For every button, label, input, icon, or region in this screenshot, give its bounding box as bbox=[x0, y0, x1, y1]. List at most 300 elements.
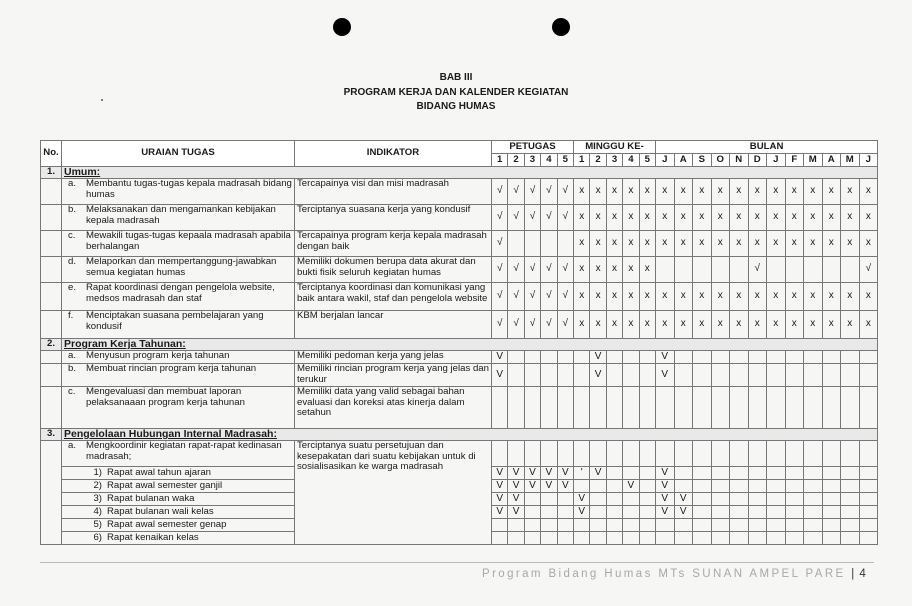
mark-cell: x bbox=[590, 257, 606, 283]
mark-cell bbox=[674, 519, 693, 532]
mark-cell bbox=[639, 493, 655, 506]
task-letter: f. bbox=[68, 310, 74, 321]
mark-cell bbox=[541, 493, 557, 506]
mark-cell bbox=[639, 467, 655, 480]
no-cell bbox=[41, 311, 62, 339]
mark-cell bbox=[711, 351, 730, 364]
task-item bbox=[64, 205, 292, 226]
mark-cell bbox=[748, 441, 767, 467]
mark-cell bbox=[508, 532, 524, 545]
no-cell bbox=[41, 387, 62, 429]
mark-cell bbox=[639, 387, 655, 429]
mark-cell bbox=[524, 532, 540, 545]
mark-cell bbox=[541, 364, 557, 387]
mark-cell bbox=[524, 493, 540, 506]
header-minggu-num: 3 bbox=[606, 154, 622, 167]
task-cell bbox=[62, 179, 295, 205]
task-cell bbox=[62, 364, 295, 387]
mark-cell bbox=[590, 532, 606, 545]
mark-cell: x bbox=[574, 179, 590, 205]
table-row bbox=[41, 351, 878, 364]
mark-cell: x bbox=[785, 179, 804, 205]
mark-cell: x bbox=[623, 257, 639, 283]
mark-cell bbox=[822, 387, 841, 429]
mark-cell: V bbox=[674, 493, 693, 506]
header-petugas-num: 1 bbox=[492, 154, 508, 167]
indicator-cell: Terciptanya suatu persetujuan dan kesepakatan dari suatu kebijakan untuk di sosialisasikan ke warga madrasah bbox=[295, 441, 492, 545]
mark-cell bbox=[639, 351, 655, 364]
mark-cell bbox=[748, 387, 767, 429]
section-title: Umum: bbox=[62, 167, 878, 179]
mark-cell: x bbox=[841, 205, 860, 231]
task-item bbox=[64, 441, 292, 462]
mark-cell bbox=[693, 441, 712, 467]
mark-cell: x bbox=[590, 311, 606, 339]
mark-cell bbox=[574, 364, 590, 387]
mark-cell bbox=[541, 351, 557, 364]
sub-item bbox=[80, 493, 294, 505]
mark-cell: x bbox=[656, 231, 675, 257]
mark-cell bbox=[730, 506, 749, 519]
mark-cell bbox=[730, 532, 749, 545]
mark-cell: √ bbox=[492, 179, 508, 205]
mark-cell bbox=[557, 387, 573, 429]
mark-cell: √ bbox=[541, 179, 557, 205]
mark-cell bbox=[804, 519, 823, 532]
mark-cell: V bbox=[492, 351, 508, 364]
mark-cell: x bbox=[748, 179, 767, 205]
indicator-cell: Memiliki pedoman kerja yang jelas bbox=[295, 351, 492, 364]
mark-cell bbox=[693, 257, 712, 283]
section-title: Pengelolaan Hubungan Internal Madrasah: bbox=[62, 429, 878, 441]
mark-cell: V bbox=[492, 506, 508, 519]
mark-cell: V bbox=[508, 467, 524, 480]
mark-cell bbox=[748, 467, 767, 480]
mark-cell bbox=[748, 519, 767, 532]
mark-cell bbox=[822, 257, 841, 283]
mark-cell bbox=[822, 532, 841, 545]
header-month: J bbox=[767, 154, 786, 167]
sub-number: 6) bbox=[93, 532, 102, 543]
mark-cell bbox=[674, 387, 693, 429]
mark-cell bbox=[841, 532, 860, 545]
mark-cell bbox=[785, 351, 804, 364]
mark-cell: x bbox=[623, 179, 639, 205]
mark-cell: x bbox=[693, 283, 712, 311]
indicator-cell: KBM berjalan lancar bbox=[295, 311, 492, 339]
mark-cell bbox=[711, 532, 730, 545]
header-uraian: URAIAN TUGAS bbox=[62, 141, 295, 167]
table-row bbox=[41, 441, 878, 467]
mark-cell: x bbox=[623, 283, 639, 311]
mark-cell: V bbox=[590, 364, 606, 387]
header-minggu-num: 4 bbox=[623, 154, 639, 167]
mark-cell bbox=[623, 506, 639, 519]
mark-cell bbox=[822, 364, 841, 387]
mark-cell bbox=[656, 257, 675, 283]
mark-cell bbox=[524, 387, 540, 429]
mark-cell: √ bbox=[524, 257, 540, 283]
task-text: Melaksanakan dan mengamankan kebijakan kepala madrasah bbox=[86, 204, 276, 226]
mark-cell bbox=[606, 441, 622, 467]
mark-cell: x bbox=[656, 205, 675, 231]
mark-cell bbox=[639, 532, 655, 545]
mark-cell: V bbox=[674, 506, 693, 519]
task-item bbox=[64, 364, 292, 375]
mark-cell bbox=[748, 493, 767, 506]
mark-cell bbox=[574, 351, 590, 364]
mark-cell bbox=[693, 364, 712, 387]
mark-cell: x bbox=[574, 283, 590, 311]
mark-cell bbox=[785, 467, 804, 480]
mark-cell bbox=[767, 467, 786, 480]
mark-cell: x bbox=[748, 205, 767, 231]
mark-cell: x bbox=[822, 179, 841, 205]
task-cell bbox=[62, 231, 295, 257]
mark-cell bbox=[767, 519, 786, 532]
no-cell bbox=[41, 351, 62, 364]
mark-cell: x bbox=[639, 231, 655, 257]
mark-cell bbox=[841, 467, 860, 480]
sub-item bbox=[80, 506, 294, 518]
task-letter: c. bbox=[68, 230, 76, 241]
section-number: 2. bbox=[41, 339, 62, 351]
no-cell bbox=[41, 283, 62, 311]
mark-cell bbox=[767, 493, 786, 506]
mark-cell bbox=[841, 364, 860, 387]
mark-cell: √ bbox=[508, 283, 524, 311]
no-cell bbox=[41, 441, 62, 545]
mark-cell: x bbox=[859, 179, 878, 205]
mark-cell bbox=[639, 519, 655, 532]
mark-cell bbox=[557, 351, 573, 364]
header-petugas: PETUGAS bbox=[492, 141, 574, 154]
footer-text: Program Bidang Humas MTs SUNAN AMPEL PARE bbox=[482, 568, 846, 580]
mark-cell bbox=[557, 532, 573, 545]
sub-label: Rapat bulanan wali kelas bbox=[107, 506, 214, 517]
mark-cell: V bbox=[656, 493, 675, 506]
mark-cell: x bbox=[693, 311, 712, 339]
mark-cell: √ bbox=[748, 257, 767, 283]
mark-cell bbox=[730, 480, 749, 493]
header-month: J bbox=[859, 154, 878, 167]
mark-cell bbox=[508, 387, 524, 429]
mark-cell bbox=[693, 467, 712, 480]
mark-cell bbox=[711, 506, 730, 519]
mark-cell bbox=[841, 257, 860, 283]
header-month: S bbox=[693, 154, 712, 167]
header-minggu-num: 5 bbox=[639, 154, 655, 167]
mark-cell bbox=[606, 351, 622, 364]
section-number: 1. bbox=[41, 167, 62, 179]
task-item bbox=[64, 351, 292, 362]
section-row bbox=[41, 167, 878, 179]
page-title: PROGRAM KERJA DAN KALENDER KEGIATAN bbox=[343, 87, 569, 98]
header-month: M bbox=[841, 154, 860, 167]
mark-cell: √ bbox=[508, 257, 524, 283]
mark-cell bbox=[674, 257, 693, 283]
sub-label: Rapat kenaikan kelas bbox=[107, 532, 199, 543]
mark-cell bbox=[822, 351, 841, 364]
mark-cell bbox=[693, 532, 712, 545]
mark-cell: √ bbox=[492, 257, 508, 283]
mark-cell bbox=[606, 493, 622, 506]
mark-cell bbox=[623, 467, 639, 480]
mark-cell: V bbox=[656, 467, 675, 480]
mark-cell bbox=[730, 257, 749, 283]
mark-cell bbox=[785, 532, 804, 545]
mark-cell: x bbox=[785, 311, 804, 339]
mark-cell bbox=[606, 532, 622, 545]
mark-cell bbox=[693, 493, 712, 506]
mark-cell bbox=[748, 532, 767, 545]
header-minggu-num: 1 bbox=[574, 154, 590, 167]
mark-cell: x bbox=[606, 231, 622, 257]
mark-cell: x bbox=[574, 257, 590, 283]
mark-cell bbox=[730, 467, 749, 480]
mark-cell bbox=[822, 467, 841, 480]
header-minggu-num: 2 bbox=[590, 154, 606, 167]
mark-cell bbox=[859, 387, 878, 429]
task-item bbox=[64, 231, 292, 252]
mark-cell: x bbox=[841, 231, 860, 257]
mark-cell: V bbox=[557, 467, 573, 480]
mark-cell: V bbox=[574, 493, 590, 506]
indicator-cell: Memiliki data yang valid sebagai bahan evaluasi dan koreksi atas kinerja dalam setahun bbox=[295, 387, 492, 429]
mark-cell bbox=[606, 467, 622, 480]
task-letter: d. bbox=[68, 256, 77, 267]
sub-item bbox=[80, 532, 294, 544]
mark-cell bbox=[748, 364, 767, 387]
task-cell bbox=[62, 205, 295, 231]
mark-cell: x bbox=[748, 283, 767, 311]
footer-rule bbox=[40, 562, 874, 563]
mark-cell: √ bbox=[859, 257, 878, 283]
mark-cell: x bbox=[730, 205, 749, 231]
mark-cell bbox=[524, 351, 540, 364]
mark-cell bbox=[785, 364, 804, 387]
mark-cell bbox=[730, 351, 749, 364]
header-month: A bbox=[674, 154, 693, 167]
mark-cell: V bbox=[574, 506, 590, 519]
mark-cell: √ bbox=[524, 311, 540, 339]
mark-cell bbox=[508, 364, 524, 387]
mark-cell bbox=[804, 506, 823, 519]
punch-hole-left bbox=[333, 18, 351, 36]
mark-cell bbox=[541, 519, 557, 532]
mark-cell bbox=[674, 532, 693, 545]
mark-cell bbox=[767, 532, 786, 545]
page-subtitle: BIDANG HUMAS bbox=[416, 101, 496, 112]
mark-cell: x bbox=[606, 179, 622, 205]
mark-cell bbox=[785, 441, 804, 467]
sub-label: Rapat awal semester genap bbox=[107, 519, 227, 530]
mark-cell bbox=[541, 506, 557, 519]
no-cell bbox=[41, 179, 62, 205]
task-cell bbox=[62, 387, 295, 429]
chapter-label: BAB III bbox=[439, 72, 473, 83]
indicator-cell: Memiliki dokumen berupa data akurat dan bukti fisik seluruh kegiatan humas bbox=[295, 257, 492, 283]
mark-cell bbox=[804, 467, 823, 480]
mark-cell: x bbox=[574, 205, 590, 231]
mark-cell bbox=[730, 519, 749, 532]
mark-cell bbox=[557, 364, 573, 387]
mark-cell: x bbox=[730, 179, 749, 205]
mark-cell bbox=[767, 506, 786, 519]
indicator-cell: Tercapainya visi dan misi madrasah bbox=[295, 179, 492, 205]
mark-cell bbox=[693, 387, 712, 429]
table-row bbox=[41, 387, 878, 429]
mark-cell: x bbox=[693, 205, 712, 231]
mark-cell bbox=[767, 364, 786, 387]
page-number: | 4 bbox=[851, 568, 867, 580]
mark-cell: x bbox=[639, 257, 655, 283]
task-text: Membantu tugas-tugas kepala madrasah bidang humas bbox=[86, 178, 292, 200]
mark-cell: x bbox=[822, 311, 841, 339]
mark-cell bbox=[785, 480, 804, 493]
mark-cell bbox=[590, 387, 606, 429]
mark-cell bbox=[804, 351, 823, 364]
table-row bbox=[41, 231, 878, 257]
mark-cell: V bbox=[492, 493, 508, 506]
mark-cell: ' bbox=[574, 467, 590, 480]
mark-cell bbox=[639, 364, 655, 387]
mark-cell: √ bbox=[541, 257, 557, 283]
stray-mark bbox=[101, 99, 103, 101]
mark-cell: x bbox=[785, 283, 804, 311]
mark-cell: x bbox=[730, 311, 749, 339]
mark-cell: √ bbox=[541, 311, 557, 339]
mark-cell bbox=[590, 480, 606, 493]
mark-cell bbox=[767, 351, 786, 364]
mark-cell bbox=[822, 519, 841, 532]
mark-cell bbox=[822, 493, 841, 506]
mark-cell bbox=[508, 351, 524, 364]
mark-cell: √ bbox=[492, 205, 508, 231]
mark-cell: x bbox=[859, 231, 878, 257]
mark-cell bbox=[822, 480, 841, 493]
mark-cell bbox=[767, 257, 786, 283]
mark-cell bbox=[623, 364, 639, 387]
mark-cell: x bbox=[674, 205, 693, 231]
sub-task-cell bbox=[62, 493, 295, 506]
mark-cell bbox=[841, 506, 860, 519]
mark-cell: x bbox=[822, 231, 841, 257]
mark-cell: V bbox=[492, 480, 508, 493]
mark-cell: x bbox=[859, 283, 878, 311]
mark-cell bbox=[623, 351, 639, 364]
mark-cell bbox=[656, 387, 675, 429]
mark-cell bbox=[693, 519, 712, 532]
mark-cell bbox=[524, 364, 540, 387]
mark-cell: x bbox=[859, 205, 878, 231]
mark-cell bbox=[492, 441, 508, 467]
mark-cell: x bbox=[693, 179, 712, 205]
mark-cell bbox=[822, 441, 841, 467]
mark-cell: x bbox=[606, 311, 622, 339]
mark-cell: x bbox=[804, 231, 823, 257]
mark-cell bbox=[859, 519, 878, 532]
mark-cell bbox=[606, 387, 622, 429]
mark-cell bbox=[711, 493, 730, 506]
sub-number: 5) bbox=[93, 519, 102, 530]
mark-cell: x bbox=[785, 205, 804, 231]
mark-cell bbox=[557, 493, 573, 506]
mark-cell: V bbox=[492, 467, 508, 480]
mark-cell: x bbox=[639, 311, 655, 339]
header-month: A bbox=[822, 154, 841, 167]
mark-cell bbox=[508, 231, 524, 257]
mark-cell bbox=[785, 387, 804, 429]
task-text: Melaporkan dan mempertanggung-jawabkan semua kegiatan humas bbox=[86, 256, 277, 278]
mark-cell bbox=[541, 532, 557, 545]
task-text: Mewakili tugas-tugas kepaala madrasah apabila berhalangan bbox=[86, 230, 291, 252]
task-cell bbox=[62, 283, 295, 311]
mark-cell bbox=[623, 519, 639, 532]
mark-cell: x bbox=[841, 311, 860, 339]
mark-cell: √ bbox=[557, 283, 573, 311]
mark-cell bbox=[748, 480, 767, 493]
sub-item bbox=[80, 519, 294, 531]
mark-cell: x bbox=[590, 283, 606, 311]
mark-cell: √ bbox=[508, 311, 524, 339]
mark-cell: V bbox=[656, 480, 675, 493]
mark-cell: V bbox=[508, 493, 524, 506]
mark-cell bbox=[748, 351, 767, 364]
mark-cell bbox=[492, 387, 508, 429]
mark-cell bbox=[590, 506, 606, 519]
punch-hole-right bbox=[552, 18, 570, 36]
header-petugas-num: 3 bbox=[524, 154, 540, 167]
mark-cell: √ bbox=[557, 311, 573, 339]
mark-cell bbox=[541, 387, 557, 429]
mark-cell bbox=[785, 257, 804, 283]
sub-number: 1) bbox=[93, 467, 102, 478]
mark-cell bbox=[711, 467, 730, 480]
mark-cell bbox=[711, 364, 730, 387]
mark-cell bbox=[804, 364, 823, 387]
mark-cell bbox=[674, 364, 693, 387]
mark-cell bbox=[785, 519, 804, 532]
mark-cell: x bbox=[574, 311, 590, 339]
mark-cell bbox=[804, 532, 823, 545]
mark-cell bbox=[590, 441, 606, 467]
mark-cell: x bbox=[590, 179, 606, 205]
mark-cell bbox=[859, 351, 878, 364]
no-cell bbox=[41, 364, 62, 387]
section-row bbox=[41, 429, 878, 441]
mark-cell: x bbox=[693, 231, 712, 257]
task-item bbox=[64, 283, 292, 304]
mark-cell bbox=[693, 480, 712, 493]
task-item bbox=[64, 387, 292, 408]
mark-cell: x bbox=[730, 231, 749, 257]
header-petugas-num: 5 bbox=[557, 154, 573, 167]
mark-cell bbox=[841, 351, 860, 364]
mark-cell bbox=[508, 519, 524, 532]
mark-cell: x bbox=[711, 231, 730, 257]
mark-cell: V bbox=[656, 364, 675, 387]
mark-cell: x bbox=[841, 179, 860, 205]
indicator-cell: Terciptanya koordinasi dan komunikasi yang baik antara wakil, staf dan pengelola website bbox=[295, 283, 492, 311]
mark-cell bbox=[639, 480, 655, 493]
mark-cell bbox=[859, 441, 878, 467]
no-cell bbox=[41, 205, 62, 231]
mark-cell: x bbox=[674, 283, 693, 311]
header-month: M bbox=[804, 154, 823, 167]
header-petugas-num: 4 bbox=[541, 154, 557, 167]
task-cell bbox=[62, 257, 295, 283]
